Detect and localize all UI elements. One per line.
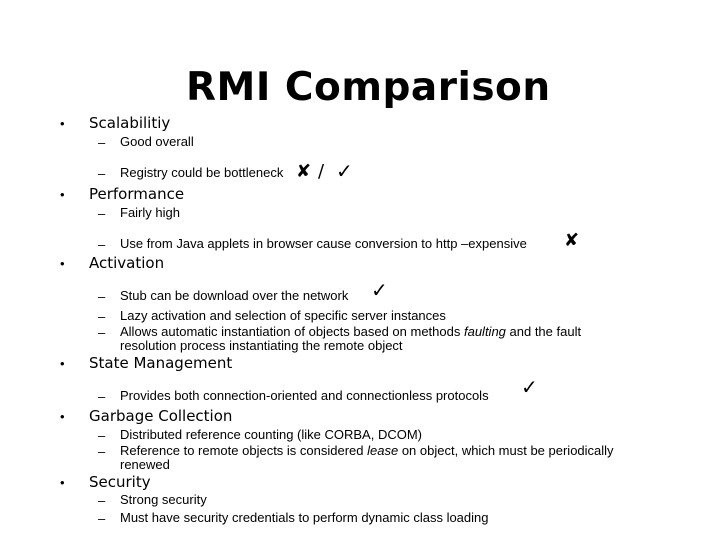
dash: – bbox=[98, 206, 106, 221]
cross-icon: ✘ bbox=[564, 230, 580, 251]
dash: – bbox=[98, 289, 106, 304]
item-text: Allows automatic instantiation of objects based on methods bbox=[120, 324, 464, 339]
dash: – bbox=[98, 428, 106, 443]
dash: – bbox=[98, 135, 106, 150]
item-fairly-high: Fairly high bbox=[120, 205, 180, 220]
item-text: Reference to remote objects is considered bbox=[120, 443, 368, 458]
item-emphasis: faulting bbox=[463, 324, 506, 339]
item-java-applets: Use from Java applets in browser cause conversion to http –expensive bbox=[120, 236, 527, 251]
item-reference-counting: Distributed reference counting (like CORBA, DCOM) bbox=[120, 427, 422, 442]
item-lazy-activation: Lazy activation and selection of specific server instances bbox=[120, 308, 446, 323]
bullet: • bbox=[60, 256, 65, 271]
dash: – bbox=[98, 389, 106, 404]
item-security-credentials: Must have security credentials to perform dynamic class loading bbox=[120, 510, 489, 525]
heading-scalability: Scalabilitiy bbox=[89, 114, 171, 132]
item-protocols: Provides both connection-oriented and connectionless protocols bbox=[120, 388, 489, 403]
check-icon: ✓ bbox=[336, 159, 353, 183]
slash-separator: / bbox=[318, 161, 325, 182]
item-lease bbox=[120, 443, 614, 459]
item-text: and the fault bbox=[505, 324, 582, 339]
slide-title: RMI Comparison bbox=[186, 65, 551, 110]
check-icon: ✓ bbox=[521, 375, 538, 399]
item-strong-security: Strong security bbox=[120, 492, 207, 507]
bullet: • bbox=[60, 475, 65, 490]
item-stub-download: Stub can be download over the network bbox=[120, 288, 349, 303]
check-icon: ✓ bbox=[371, 278, 388, 302]
item-lease-cont: renewed bbox=[120, 457, 170, 472]
heading-performance: Performance bbox=[89, 185, 185, 203]
dash: – bbox=[98, 166, 106, 181]
dash: – bbox=[98, 511, 106, 526]
bullet: • bbox=[60, 356, 65, 371]
bullet: • bbox=[60, 409, 65, 424]
bullet: • bbox=[60, 187, 65, 202]
dash: – bbox=[98, 444, 106, 459]
item-automatic-instantiation-cont: resolution process instantiating the remote object bbox=[120, 338, 403, 353]
dash: – bbox=[98, 325, 106, 340]
heading-security: Security bbox=[89, 473, 151, 491]
heading-activation: Activation bbox=[89, 254, 165, 272]
item-emphasis: lease bbox=[367, 443, 399, 458]
item-text: on object, which must be periodically bbox=[398, 443, 614, 458]
item-good-overall: Good overall bbox=[120, 134, 194, 149]
dash: – bbox=[98, 493, 106, 508]
heading-garbage-collection: Garbage Collection bbox=[89, 407, 233, 425]
item-registry-bottleneck: Registry could be bottleneck bbox=[120, 165, 284, 180]
cross-icon: ✘ bbox=[296, 161, 312, 182]
dash: – bbox=[98, 237, 106, 252]
dash: – bbox=[98, 309, 106, 324]
heading-state-management: State Management bbox=[89, 354, 233, 372]
bullet: • bbox=[60, 116, 65, 131]
